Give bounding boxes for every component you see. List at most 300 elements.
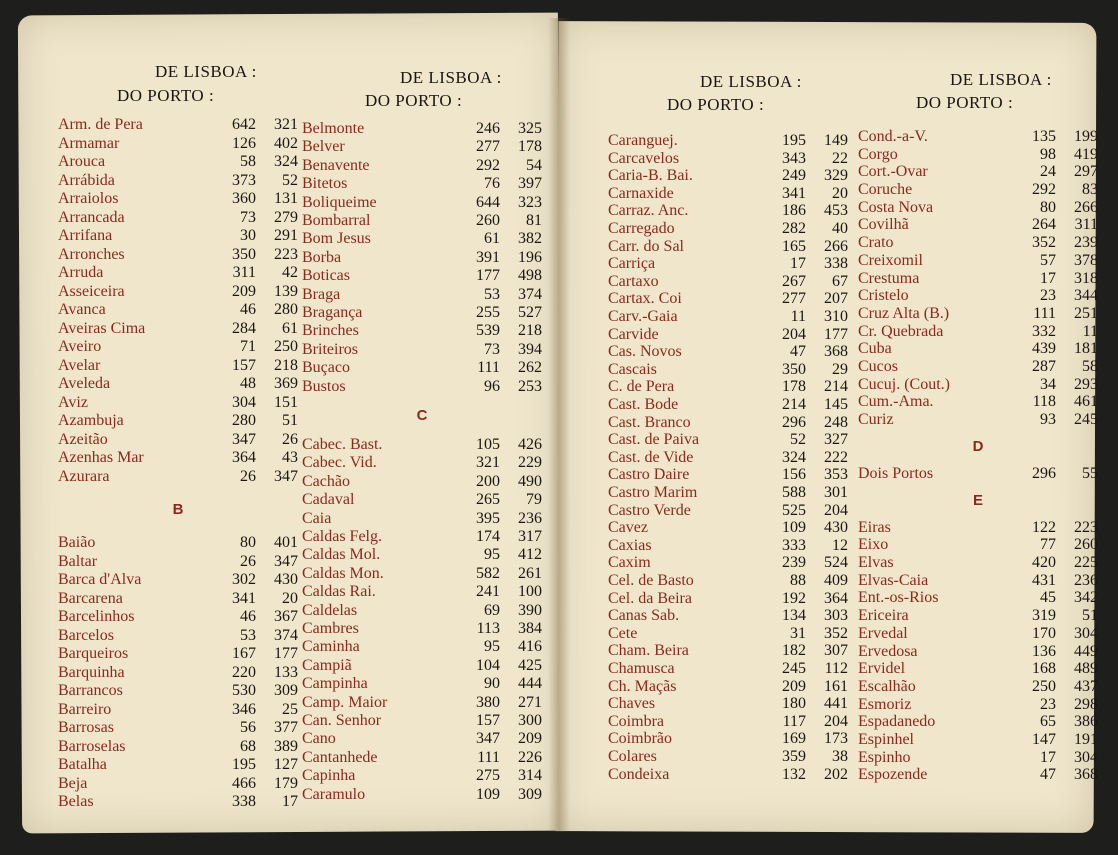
place-name: C. de Pera [608, 378, 675, 395]
distance-from-lisboa: 104 [476, 657, 500, 674]
distance-from-porto: 397 [518, 175, 542, 192]
distance-row [858, 589, 1098, 607]
distance-from-lisboa: 134 [782, 607, 806, 624]
distance-from-lisboa: 98 [1040, 146, 1056, 163]
place-name: Cristelo [858, 287, 909, 304]
distance-row [58, 320, 298, 338]
distance-row [58, 412, 298, 430]
distance-from-lisboa: 282 [782, 220, 806, 237]
distance-from-porto: 402 [274, 135, 298, 152]
place-name: Cas. Novos [608, 343, 682, 360]
distance-from-porto: 297 [1074, 163, 1098, 180]
distance-from-lisboa: 284 [232, 320, 256, 337]
distance-from-lisboa: 61 [484, 230, 500, 247]
distance-from-porto: 181 [1074, 340, 1098, 357]
distance-from-porto: 347 [274, 468, 298, 485]
distance-from-porto: 524 [824, 554, 848, 571]
distance-from-porto: 112 [824, 660, 848, 677]
distance-row [858, 696, 1098, 714]
place-name: Aveleda [58, 375, 111, 392]
distance-from-porto: 40 [832, 220, 848, 237]
place-name: Barrancos [58, 682, 123, 699]
distance-from-porto: 173 [824, 730, 848, 747]
distance-from-porto: 11 [1082, 323, 1098, 340]
distance-row [608, 255, 848, 273]
distance-from-porto: 368 [824, 343, 848, 360]
place-name: Caldas Rai. [302, 583, 376, 600]
distance-row [58, 701, 298, 719]
place-name: Eixo [858, 536, 889, 553]
place-name: Cabec. Bast. [302, 436, 383, 453]
place-name: Chamusca [608, 660, 675, 677]
distance-from-porto: 384 [518, 620, 542, 637]
place-name: Covilhã [858, 216, 909, 233]
distance-from-lisboa: 249 [782, 167, 806, 184]
place-name: Cascais [608, 361, 657, 378]
distance-from-lisboa: 76 [484, 175, 500, 192]
place-name: Arm. de Pera [58, 116, 143, 133]
distance-row [858, 411, 1098, 429]
place-name: Cr. Quebrada [858, 323, 944, 340]
place-name: Aveiras Cima [58, 320, 146, 337]
distance-from-lisboa: 360 [232, 190, 256, 207]
distance-from-porto: 490 [518, 473, 542, 490]
place-name: Canas Sab. [608, 607, 680, 624]
place-name: Boliqueime [302, 194, 377, 211]
distance-row [858, 465, 1098, 483]
distance-row [608, 713, 848, 731]
place-name: Dois Portos [858, 465, 934, 482]
place-name: Colares [608, 748, 657, 765]
place-name: Buçaco [302, 359, 350, 376]
distance-row [608, 431, 848, 449]
distance-from-porto: 416 [518, 638, 542, 655]
distance-row [302, 322, 542, 340]
distance-row [608, 502, 848, 520]
distance-from-lisboa: 65 [1040, 713, 1056, 730]
distance-row [58, 468, 298, 486]
place-name: Caia [302, 510, 332, 527]
place-name: Carraz. Anc. [608, 202, 689, 219]
distance-from-lisboa: 292 [1032, 181, 1056, 198]
distance-from-porto: 52 [282, 172, 298, 189]
place-name: Capinha [302, 767, 356, 784]
distance-row [608, 167, 848, 185]
distance-from-lisboa: 321 [476, 454, 500, 471]
place-name: Barca d'Alva [58, 571, 142, 588]
place-name: Azeitão [58, 431, 108, 448]
distance-from-lisboa: 105 [476, 436, 500, 453]
distance-from-porto: 401 [274, 534, 298, 551]
distance-from-lisboa: 267 [782, 273, 806, 290]
distance-row [858, 216, 1098, 234]
distance-row [858, 607, 1098, 625]
distance-from-lisboa: 373 [232, 172, 256, 189]
place-name: Cucuj. (Cout.) [858, 376, 950, 393]
distance-row [608, 642, 848, 660]
column-header-lisboa: DE LISBOA : [700, 72, 802, 91]
place-name: Castro Daire [608, 466, 690, 483]
distance-from-lisboa: 260 [476, 212, 500, 229]
distance-row [608, 290, 848, 308]
distance-row [302, 712, 542, 730]
place-name: Carnaxide [608, 185, 674, 202]
distance-from-lisboa: 264 [1032, 216, 1056, 233]
distance-from-lisboa: 192 [782, 590, 806, 607]
distance-from-lisboa: 57 [1040, 252, 1056, 269]
place-name: Arronches [58, 246, 125, 263]
distance-from-lisboa: 280 [232, 412, 256, 429]
distance-from-lisboa: 204 [782, 326, 806, 343]
distance-from-porto: 25 [282, 701, 298, 718]
place-name: Braga [302, 286, 341, 303]
distance-from-porto: 260 [1074, 536, 1098, 553]
distance-from-lisboa: 111 [477, 359, 500, 376]
place-name: Cavez [608, 519, 648, 536]
distance-from-lisboa: 364 [232, 449, 256, 466]
place-name: Ervedal [858, 625, 908, 642]
distance-from-porto: 342 [1074, 589, 1098, 606]
place-name: Elvas [858, 554, 894, 571]
distance-from-porto: 300 [518, 712, 542, 729]
distance-from-porto: 304 [1074, 749, 1098, 766]
distance-row [608, 238, 848, 256]
distance-row [58, 534, 298, 552]
distance-from-porto: 279 [274, 209, 298, 226]
distance-from-porto: 236 [518, 510, 542, 527]
distance-from-porto: 81 [526, 212, 542, 229]
distance-from-lisboa: 174 [476, 528, 500, 545]
distance-from-lisboa: 642 [232, 116, 256, 133]
place-name: Cadaval [302, 491, 355, 508]
distance-row [58, 571, 298, 589]
distance-row [58, 357, 298, 375]
distance-from-porto: 324 [274, 153, 298, 170]
distance-from-porto: 22 [832, 150, 848, 167]
place-name: Carr. do Sal [608, 238, 684, 255]
distance-row [58, 135, 298, 153]
distance-from-porto: 207 [824, 290, 848, 307]
distance-from-porto: 251 [1074, 305, 1098, 322]
place-name: Cort.-Ovar [858, 163, 928, 180]
distance-from-lisboa: 45 [1040, 589, 1056, 606]
distance-row [858, 660, 1098, 678]
distance-from-porto: 352 [824, 625, 848, 642]
distance-from-porto: 441 [824, 695, 848, 712]
distance-row [302, 378, 542, 396]
place-name: Arrifana [58, 227, 113, 244]
distance-row [858, 358, 1098, 376]
column-header-porto: DO PORTO : [365, 91, 463, 110]
distance-from-porto: 139 [274, 283, 298, 300]
place-name: Ch. Maçãs [608, 678, 677, 695]
distance-from-porto: 38 [832, 748, 848, 765]
distance-row [608, 132, 848, 150]
distance-from-porto: 133 [274, 664, 298, 681]
distance-from-porto: 461 [1074, 393, 1098, 410]
distance-from-lisboa: 52 [790, 431, 806, 448]
place-name: Cruz Alta (B.) [858, 305, 950, 322]
distance-from-lisboa: 341 [782, 185, 806, 202]
distance-from-porto: 178 [518, 138, 542, 155]
distance-row [858, 234, 1098, 252]
distance-row [608, 273, 848, 291]
distance-from-lisboa: 287 [1032, 358, 1056, 375]
distance-from-lisboa: 380 [476, 694, 500, 711]
place-name: Crato [858, 234, 894, 251]
distance-from-porto: 293 [1074, 376, 1098, 393]
distance-from-porto: 364 [824, 590, 848, 607]
distance-row [858, 519, 1098, 537]
distance-from-porto: 127 [274, 756, 298, 773]
distance-row [58, 645, 298, 663]
distance-from-lisboa: 347 [476, 730, 500, 747]
distance-row [302, 138, 542, 156]
place-name: Caxias [608, 537, 652, 554]
distance-from-lisboa: 209 [232, 283, 256, 300]
distance-row [608, 625, 848, 643]
distance-row [58, 264, 298, 282]
distance-from-porto: 280 [274, 301, 298, 318]
distance-from-porto: 309 [274, 682, 298, 699]
place-name: Asseiceira [58, 283, 125, 300]
distance-row [302, 749, 542, 767]
distance-row [858, 305, 1098, 323]
distance-from-lisboa: 177 [476, 267, 500, 284]
distance-from-lisboa: 157 [232, 357, 256, 374]
distance-from-porto: 386 [1074, 713, 1098, 730]
distance-row [58, 283, 298, 301]
distance-from-lisboa: 332 [1032, 323, 1056, 340]
place-name: Caldelas [302, 602, 358, 619]
distance-row [58, 190, 298, 208]
distance-row [608, 537, 848, 555]
distance-row [608, 466, 848, 484]
distance-from-lisboa: 88 [790, 572, 806, 589]
distance-from-lisboa: 73 [484, 341, 500, 358]
distance-from-lisboa: 439 [1032, 340, 1056, 357]
distance-from-lisboa: 111 [477, 749, 500, 766]
distance-from-lisboa: 73 [240, 209, 256, 226]
distance-from-lisboa: 47 [1040, 766, 1056, 783]
distance-row [302, 194, 542, 212]
distance-row [302, 230, 542, 248]
distance-from-porto: 177 [274, 645, 298, 662]
distance-row [58, 608, 298, 626]
distance-from-lisboa: 58 [240, 153, 256, 170]
distance-from-porto: 177 [824, 326, 848, 343]
section-letter: C [416, 407, 428, 424]
column-header-lisboa: DE LISBOA : [155, 62, 257, 81]
distance-row [302, 730, 542, 748]
place-name: Batalha [58, 756, 107, 773]
distance-row [858, 340, 1098, 358]
place-name: Cast. Branco [608, 414, 691, 431]
column-header-porto: DO PORTO : [667, 95, 765, 114]
distance-row [302, 267, 542, 285]
distance-from-porto: 250 [274, 338, 298, 355]
place-name: Beja [58, 775, 88, 792]
distance-from-lisboa: 109 [476, 786, 500, 803]
distance-row [302, 157, 542, 175]
place-name: Baltar [58, 553, 98, 570]
distance-row [858, 554, 1098, 572]
distance-row [858, 163, 1098, 181]
place-name: Campiã [302, 657, 352, 674]
distance-from-porto: 353 [824, 466, 848, 483]
place-name: Arrábida [58, 172, 115, 189]
column-header-lisboa: DE LISBOA : [950, 70, 1052, 89]
distance-from-lisboa: 239 [782, 554, 806, 571]
distance-from-lisboa: 170 [1032, 625, 1056, 642]
distance-from-lisboa: 132 [782, 766, 806, 783]
distance-row [58, 553, 298, 571]
distance-from-lisboa: 341 [232, 590, 256, 607]
distance-row [608, 660, 848, 678]
distance-from-porto: 248 [824, 414, 848, 431]
distance-from-lisboa: 53 [484, 286, 500, 303]
distance-row [58, 590, 298, 608]
distance-row [858, 393, 1098, 411]
distance-row [58, 775, 298, 793]
distance-from-porto: 226 [518, 749, 542, 766]
distance-from-lisboa: 343 [782, 150, 806, 167]
distance-from-lisboa: 333 [782, 537, 806, 554]
distance-from-lisboa: 34 [1040, 376, 1056, 393]
distance-from-lisboa: 195 [782, 132, 806, 149]
distance-row [608, 308, 848, 326]
place-name: Cambres [302, 620, 359, 637]
distance-from-porto: 79 [526, 491, 542, 508]
distance-from-lisboa: 347 [232, 431, 256, 448]
place-name: Cuba [858, 340, 892, 357]
distance-from-lisboa: 118 [1032, 393, 1056, 410]
place-name: Caminha [302, 638, 360, 655]
distance-from-porto: 149 [824, 132, 848, 149]
distance-from-porto: 223 [274, 246, 298, 263]
place-name: Condeixa [608, 766, 670, 783]
distance-row [858, 323, 1098, 341]
place-name: Espozende [858, 766, 928, 783]
distance-row [858, 749, 1098, 767]
distance-from-porto: 266 [824, 238, 848, 255]
distance-from-lisboa: 304 [232, 394, 256, 411]
distance-row [858, 252, 1098, 270]
distance-row [858, 287, 1098, 305]
distance-from-lisboa: 17 [1040, 270, 1056, 287]
distance-from-porto: 374 [518, 286, 542, 303]
distance-from-lisboa: 117 [782, 713, 806, 730]
place-name: Carregado [608, 220, 675, 237]
distance-from-porto: 196 [518, 249, 542, 266]
distance-from-porto: 378 [1074, 252, 1098, 269]
distance-row [58, 682, 298, 700]
distance-from-lisboa: 186 [782, 202, 806, 219]
distance-row [302, 694, 542, 712]
distance-row [608, 449, 848, 467]
distance-row [302, 675, 542, 693]
distance-from-porto: 218 [518, 322, 542, 339]
distance-from-porto: 29 [832, 361, 848, 378]
distance-from-lisboa: 644 [476, 194, 500, 211]
place-name: Ervidel [858, 660, 906, 677]
distance-from-porto: 191 [1074, 731, 1098, 748]
distance-from-lisboa: 530 [232, 682, 256, 699]
place-name: Caldas Mon. [302, 565, 384, 582]
place-name: Benavente [302, 157, 370, 174]
distance-from-lisboa: 56 [240, 719, 256, 736]
distance-row [58, 719, 298, 737]
distance-from-lisboa: 420 [1032, 554, 1056, 571]
place-name: Cartax. Coi [608, 290, 682, 307]
place-name: Cantanhede [302, 749, 378, 766]
distance-from-lisboa: 178 [782, 378, 806, 395]
distance-row [858, 713, 1098, 731]
distance-from-lisboa: 17 [1040, 749, 1056, 766]
distance-from-porto: 179 [274, 775, 298, 792]
distance-from-porto: 245 [1074, 411, 1098, 428]
distance-from-porto: 204 [824, 502, 848, 519]
distance-from-porto: 20 [832, 185, 848, 202]
distance-from-lisboa: 431 [1032, 572, 1056, 589]
distance-from-lisboa: 391 [476, 249, 500, 266]
distance-from-porto: 54 [526, 157, 542, 174]
place-name: Espinho [858, 749, 911, 766]
distance-row [302, 473, 542, 491]
distance-from-lisboa: 350 [782, 361, 806, 378]
distance-from-lisboa: 69 [484, 602, 500, 619]
place-name: Carcavelos [608, 150, 680, 167]
distance-from-porto: 298 [1074, 696, 1098, 713]
distance-from-porto: 100 [518, 583, 542, 600]
place-name: Cano [302, 730, 336, 747]
distance-from-lisboa: 90 [484, 675, 500, 692]
distance-row [608, 748, 848, 766]
distance-from-lisboa: 296 [782, 414, 806, 431]
distance-from-porto: 229 [518, 454, 542, 471]
place-name: Cast. de Paiva [608, 431, 700, 448]
distance-row [858, 643, 1098, 661]
distance-from-porto: 266 [1074, 199, 1098, 216]
place-name: Carv.-Gaia [608, 308, 678, 325]
distance-from-porto: 453 [824, 202, 848, 219]
place-name: Cast. de Vide [608, 449, 694, 466]
place-name: Cond.-a-V. [858, 128, 928, 145]
distance-from-lisboa: 466 [232, 775, 256, 792]
distance-from-porto: 318 [1074, 270, 1098, 287]
distance-row [302, 359, 542, 377]
place-name: Elvas-Caia [858, 572, 929, 589]
distance-row [608, 766, 848, 784]
distance-row [302, 491, 542, 509]
distance-row [608, 150, 848, 168]
distance-from-lisboa: 277 [476, 138, 500, 155]
place-name: Crestuma [858, 270, 920, 287]
distance-row [302, 175, 542, 193]
place-name: Costa Nova [858, 199, 934, 216]
place-name: Barqueiros [58, 645, 129, 662]
column-header-porto: DO PORTO : [916, 93, 1014, 112]
distance-row [302, 638, 542, 656]
distance-row [858, 181, 1098, 199]
distance-from-porto: 307 [824, 642, 848, 659]
distance-row [608, 695, 848, 713]
place-name: Avanca [58, 301, 106, 318]
distance-from-lisboa: 275 [476, 767, 500, 784]
distance-from-porto: 310 [824, 308, 848, 325]
distance-from-lisboa: 122 [1032, 519, 1056, 536]
place-name: Castro Marim [608, 484, 698, 501]
